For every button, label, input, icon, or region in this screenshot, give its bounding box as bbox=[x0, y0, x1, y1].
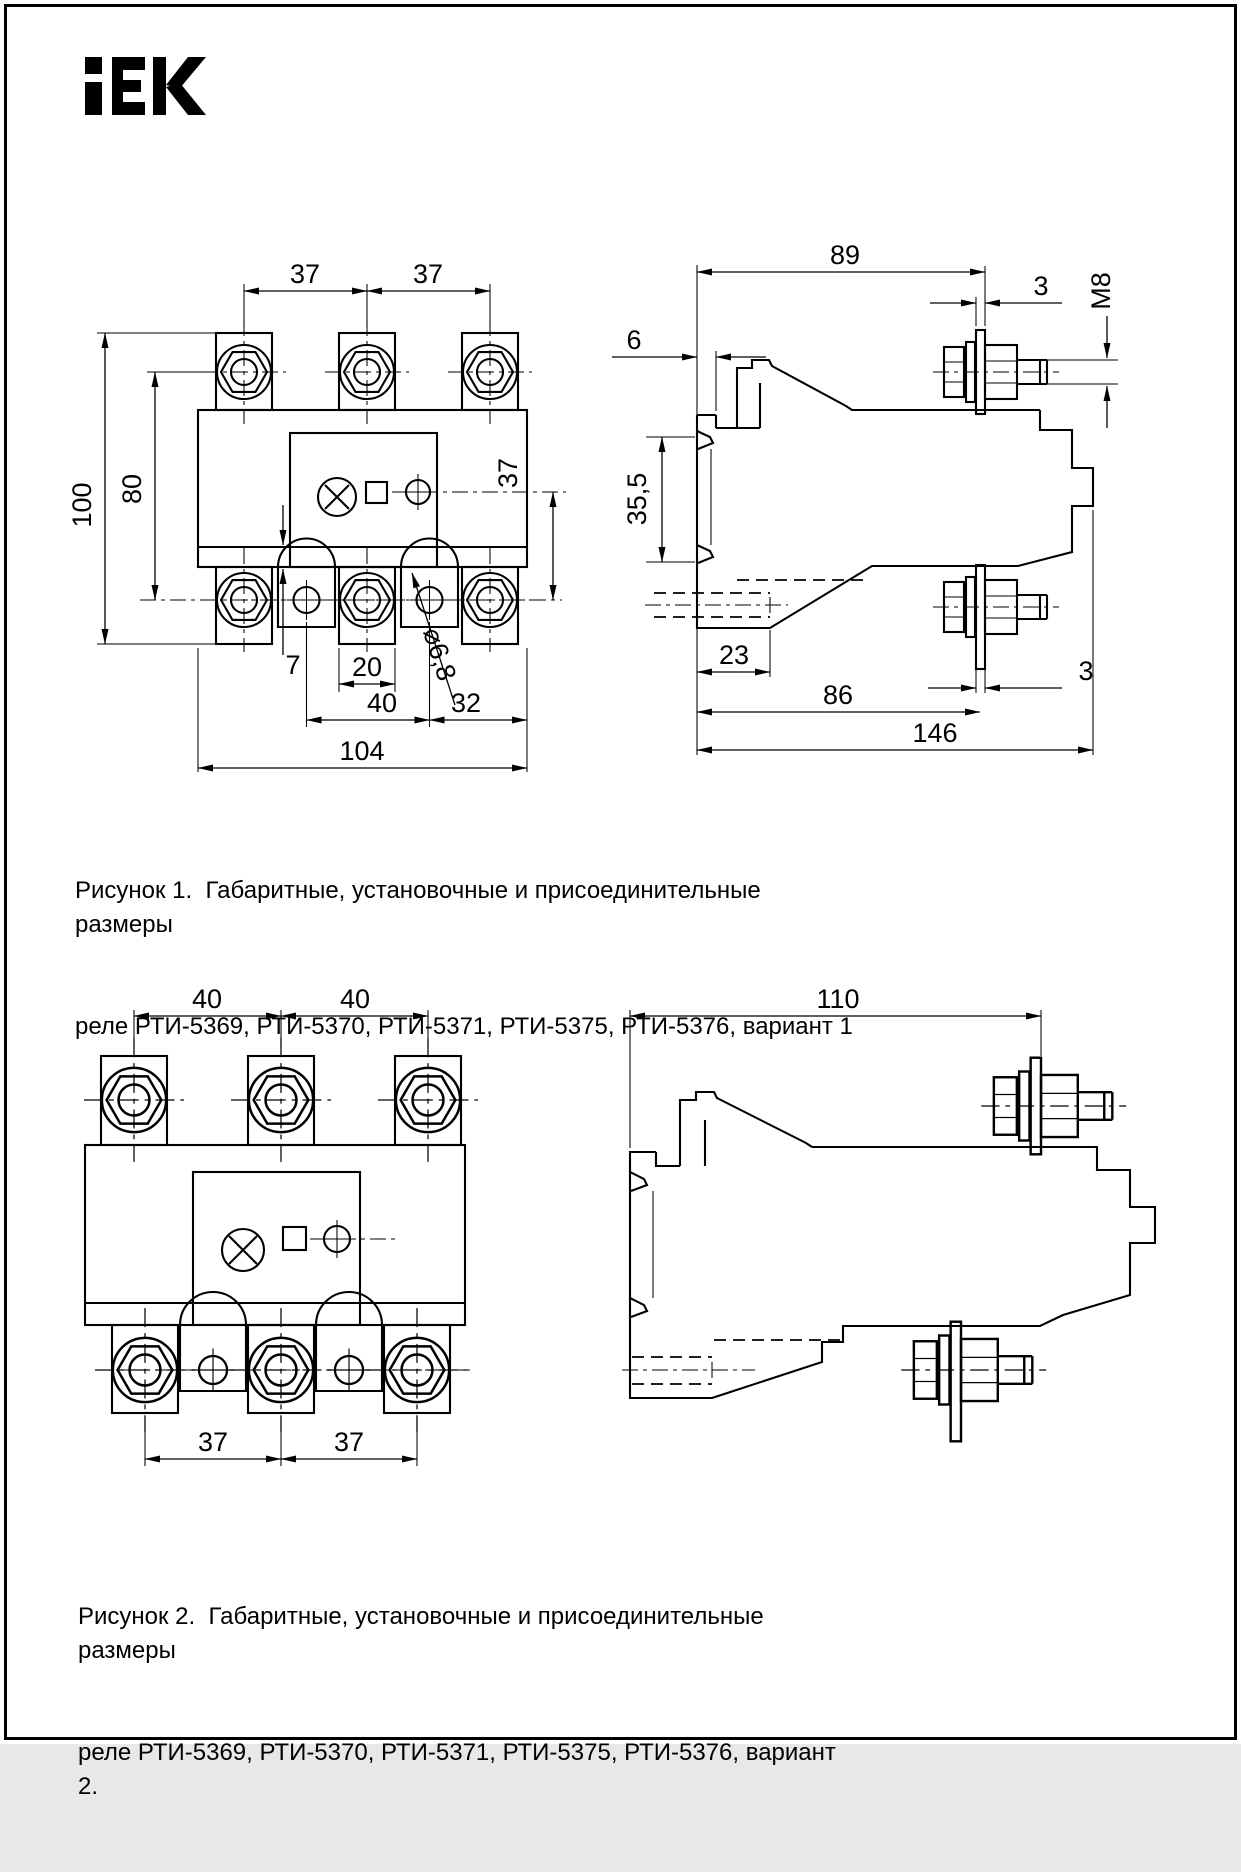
adjustment-dial bbox=[222, 1229, 264, 1271]
dim-row-spacing: 80 bbox=[117, 473, 147, 505]
top-terminal-blocks bbox=[202, 320, 532, 424]
dim-mount-face-to-bolt: 89 bbox=[829, 240, 861, 270]
dim-overall-length: 146 bbox=[912, 718, 958, 748]
dim-indicator-to-row: 37 bbox=[493, 457, 523, 489]
dim-bolt-thread: M8 bbox=[1086, 272, 1116, 310]
relay-body-outline bbox=[85, 1145, 465, 1325]
dim-bottom-pitch-left: 37 bbox=[197, 1427, 229, 1457]
dim-terminal-width: 20 bbox=[351, 652, 383, 682]
dim-mount-length: 86 bbox=[822, 680, 854, 710]
figure1-caption-line2: реле РТИ-5369, РТИ-5370, РТИ-5371, РТИ-5375, РТИ-5376, вариант 1 bbox=[75, 1013, 853, 1040]
hidden-lines bbox=[645, 580, 868, 617]
din-rail-lips bbox=[630, 1172, 647, 1317]
dim-overall-height: 100 bbox=[67, 482, 97, 528]
hidden-lines bbox=[622, 1340, 840, 1384]
test-button bbox=[366, 482, 387, 503]
dim-top-washer-thickness: 3 bbox=[1033, 271, 1049, 301]
dim-terminal-pitch-right: 37 bbox=[412, 259, 444, 289]
dim-clip-depth: 6 bbox=[626, 325, 642, 355]
dim-terminal-pitch-right: 40 bbox=[339, 984, 371, 1014]
figure1-caption bbox=[75, 806, 855, 1112]
figure2-caption-line2: реле РТИ-5369, РТИ-5370, РТИ-5371, РТИ-5375, РТИ-5376, вариант 2. bbox=[78, 1739, 843, 1800]
relay-body-outline bbox=[198, 410, 527, 567]
dim-foot-depth: 23 bbox=[718, 640, 750, 670]
indicator-hole bbox=[310, 1220, 400, 1258]
dim-step-height: 7 bbox=[285, 650, 301, 680]
bottom-terminal-blocks bbox=[95, 1292, 470, 1432]
figure1-side-view bbox=[612, 240, 1118, 755]
dim-rail-groove-height: 35,5 bbox=[622, 472, 652, 526]
dim-hole-diameter: ⌀6,8 bbox=[416, 624, 463, 685]
top-mount-bolt bbox=[981, 1058, 1126, 1155]
dim-bottom-pitch-right: 37 bbox=[333, 1427, 365, 1457]
figure2-caption bbox=[78, 1532, 858, 1872]
top-mount-bolt bbox=[933, 330, 1059, 414]
figure1-caption-line1: Рисунок 1. Габаритные, установочные и присоединительные размеры bbox=[75, 877, 768, 938]
iek-logo bbox=[85, 57, 206, 115]
adjustment-dial bbox=[318, 478, 356, 516]
bottom-terminal-blocks bbox=[140, 539, 562, 653]
dimension-lines bbox=[97, 284, 553, 772]
dim-hole-spacing: 40 bbox=[366, 688, 398, 718]
dimension-lines bbox=[612, 265, 1118, 755]
dim-bottom-washer-thickness: 3 bbox=[1078, 656, 1094, 686]
dim-overall-length: 110 bbox=[816, 984, 860, 1014]
terminal-arc bbox=[401, 539, 458, 568]
terminal-arc bbox=[278, 539, 335, 568]
indicator-hole bbox=[392, 474, 566, 510]
dim-hole-to-edge: 32 bbox=[450, 688, 482, 718]
bottom-mount-bolt bbox=[933, 565, 1059, 669]
dim-terminal-pitch-left: 40 bbox=[191, 984, 223, 1014]
figure1-front-view bbox=[67, 259, 566, 772]
terminal-arc bbox=[180, 1292, 246, 1325]
terminal-arc bbox=[316, 1292, 382, 1325]
dim-terminal-pitch-left: 37 bbox=[289, 259, 321, 289]
dim-body-width: 104 bbox=[339, 736, 385, 766]
bottom-mount-bolt bbox=[901, 1322, 1046, 1442]
relay-side-outline bbox=[697, 360, 1093, 628]
figure2-caption-line1: Рисунок 2. Габаритные, установочные и присоединительные размеры bbox=[78, 1603, 771, 1664]
test-button bbox=[283, 1227, 306, 1250]
